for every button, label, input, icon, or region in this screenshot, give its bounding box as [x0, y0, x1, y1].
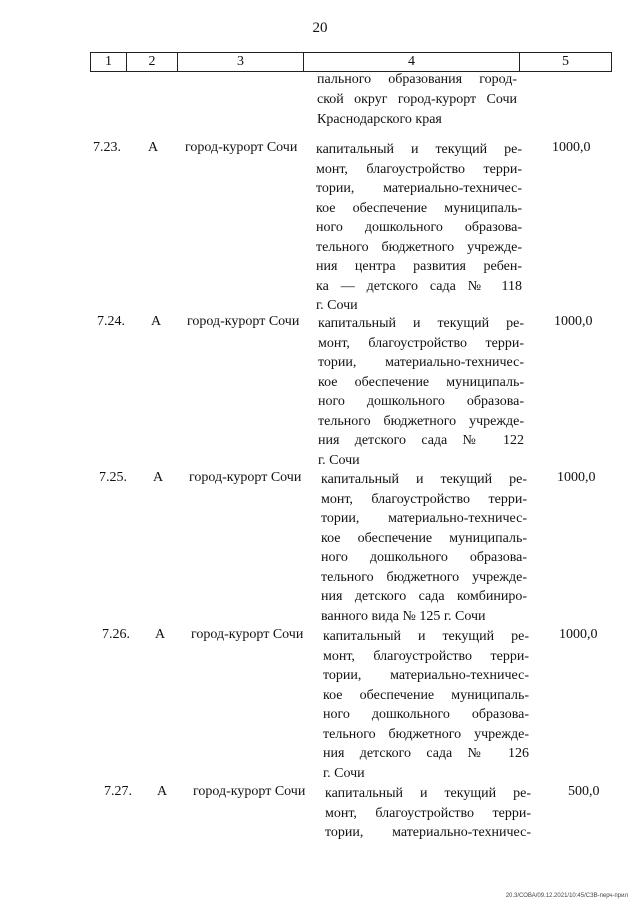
row-amount: 1000,0 — [554, 314, 593, 329]
table-row — [0, 470, 640, 624]
description-line: капитальный и текущий ре- — [318, 316, 524, 331]
description-line: тории, материально-техничес- — [323, 668, 529, 683]
description-line: капитальный и текущий ре- — [323, 629, 529, 644]
row-description — [325, 784, 531, 843]
description-line: ния детского сада комбиниро- — [321, 589, 527, 604]
row-amount: 1000,0 — [557, 470, 596, 485]
row-number: 7.26. — [102, 627, 130, 642]
description-line: тории, материально-техничес- — [325, 825, 531, 840]
row-category: А — [153, 470, 164, 485]
header-col-3: 3 — [178, 53, 304, 71]
header-col-2: 2 — [127, 53, 178, 71]
footer-stamp: 20.3/СОВА/09.12.2021/10:45/СЗВ-перч-прил — [505, 893, 628, 899]
row-amount: 500,0 — [568, 784, 600, 799]
description-line: тельного бюджетного учрежде- — [318, 413, 524, 429]
description-line: капитальный и текущий ре- — [325, 786, 531, 801]
description-line: монт, благоустройство терри- — [318, 335, 524, 351]
description-line: тории, материально-техничес- — [316, 181, 522, 196]
row-amount: 1000,0 — [552, 140, 591, 155]
continued-description — [317, 70, 517, 130]
table-row — [0, 140, 640, 313]
row-description — [323, 627, 529, 783]
description-line: тории, материально-техничес- — [321, 511, 527, 526]
description-line: ния детского сада № 126 — [323, 746, 529, 761]
table-row — [0, 784, 640, 840]
description-line: капитальный и текущий ре- — [321, 472, 527, 487]
description-line: ного дошкольного образова- — [316, 220, 522, 235]
description-line: монт, благоустройство терри- — [323, 648, 529, 664]
row-municipality: город-курорт Сочи — [185, 140, 298, 155]
table-row — [0, 627, 640, 781]
description-line: кое обеспечение муниципаль- — [321, 530, 527, 546]
description-line: ного дошкольного образова- — [323, 707, 529, 722]
description-line: тории, материально-техничес- — [318, 355, 524, 370]
row-number: 7.27. — [104, 784, 132, 799]
row-municipality: город-курорт Сочи — [191, 627, 304, 642]
row-category: А — [148, 140, 159, 155]
row-category: А — [151, 314, 162, 329]
description-line: кое обеспечение муниципаль- — [318, 374, 524, 390]
description-line: г. Сочи — [323, 765, 365, 781]
row-description — [316, 140, 522, 316]
description-line: кое обеспечение муниципаль- — [323, 687, 529, 703]
row-description — [321, 470, 527, 626]
description-line: монт, благоустройство терри- — [325, 805, 531, 821]
description-line: ванного вида № 125 г. Сочи — [321, 608, 486, 624]
description-line: тельного бюджетного учрежде- — [316, 239, 522, 255]
row-number: 7.24. — [97, 314, 125, 329]
description-line: ка — детского сада № 118 — [316, 278, 522, 294]
description-line: г. Сочи — [316, 298, 358, 313]
description-line: ного дошкольного образова- — [318, 394, 524, 409]
header-col-4: 4 — [304, 53, 520, 71]
row-amount: 1000,0 — [559, 627, 598, 642]
row-municipality: город-курорт Сочи — [187, 314, 300, 329]
page-number: 20 — [312, 20, 328, 36]
row-category: А — [157, 784, 168, 799]
row-municipality: город-курорт Сочи — [193, 784, 306, 799]
table-row — [0, 314, 640, 468]
description-line: ния центра развития ребен- — [316, 259, 522, 274]
header-col-5: 5 — [562, 54, 569, 69]
description-line: ного дошкольного образова- — [321, 550, 527, 565]
continued-line: пального образования город- — [317, 72, 517, 87]
continued-line: ской округ город-курорт Сочи — [317, 92, 517, 107]
row-municipality: город-курорт Сочи — [189, 470, 302, 485]
description-line: капитальный и текущий ре- — [316, 142, 522, 157]
description-line: г. Сочи — [318, 452, 360, 468]
row-number: 7.25. — [99, 470, 127, 485]
description-line: ния детского сада № 122 — [318, 433, 524, 448]
description-line: монт, благоустройство терри- — [316, 161, 522, 177]
description-line: кое обеспечение муниципаль- — [316, 200, 522, 216]
row-number: 7.23. — [93, 140, 121, 155]
table-header — [90, 52, 612, 72]
row-category: А — [155, 627, 166, 642]
row-description — [318, 314, 524, 470]
description-line: тельного бюджетного учрежде- — [321, 569, 527, 585]
continued-line: Краснодарского края — [317, 112, 442, 127]
description-line: тельного бюджетного учрежде- — [323, 726, 529, 742]
header-col-1: 1 — [91, 53, 127, 71]
description-line: монт, благоустройство терри- — [321, 491, 527, 507]
